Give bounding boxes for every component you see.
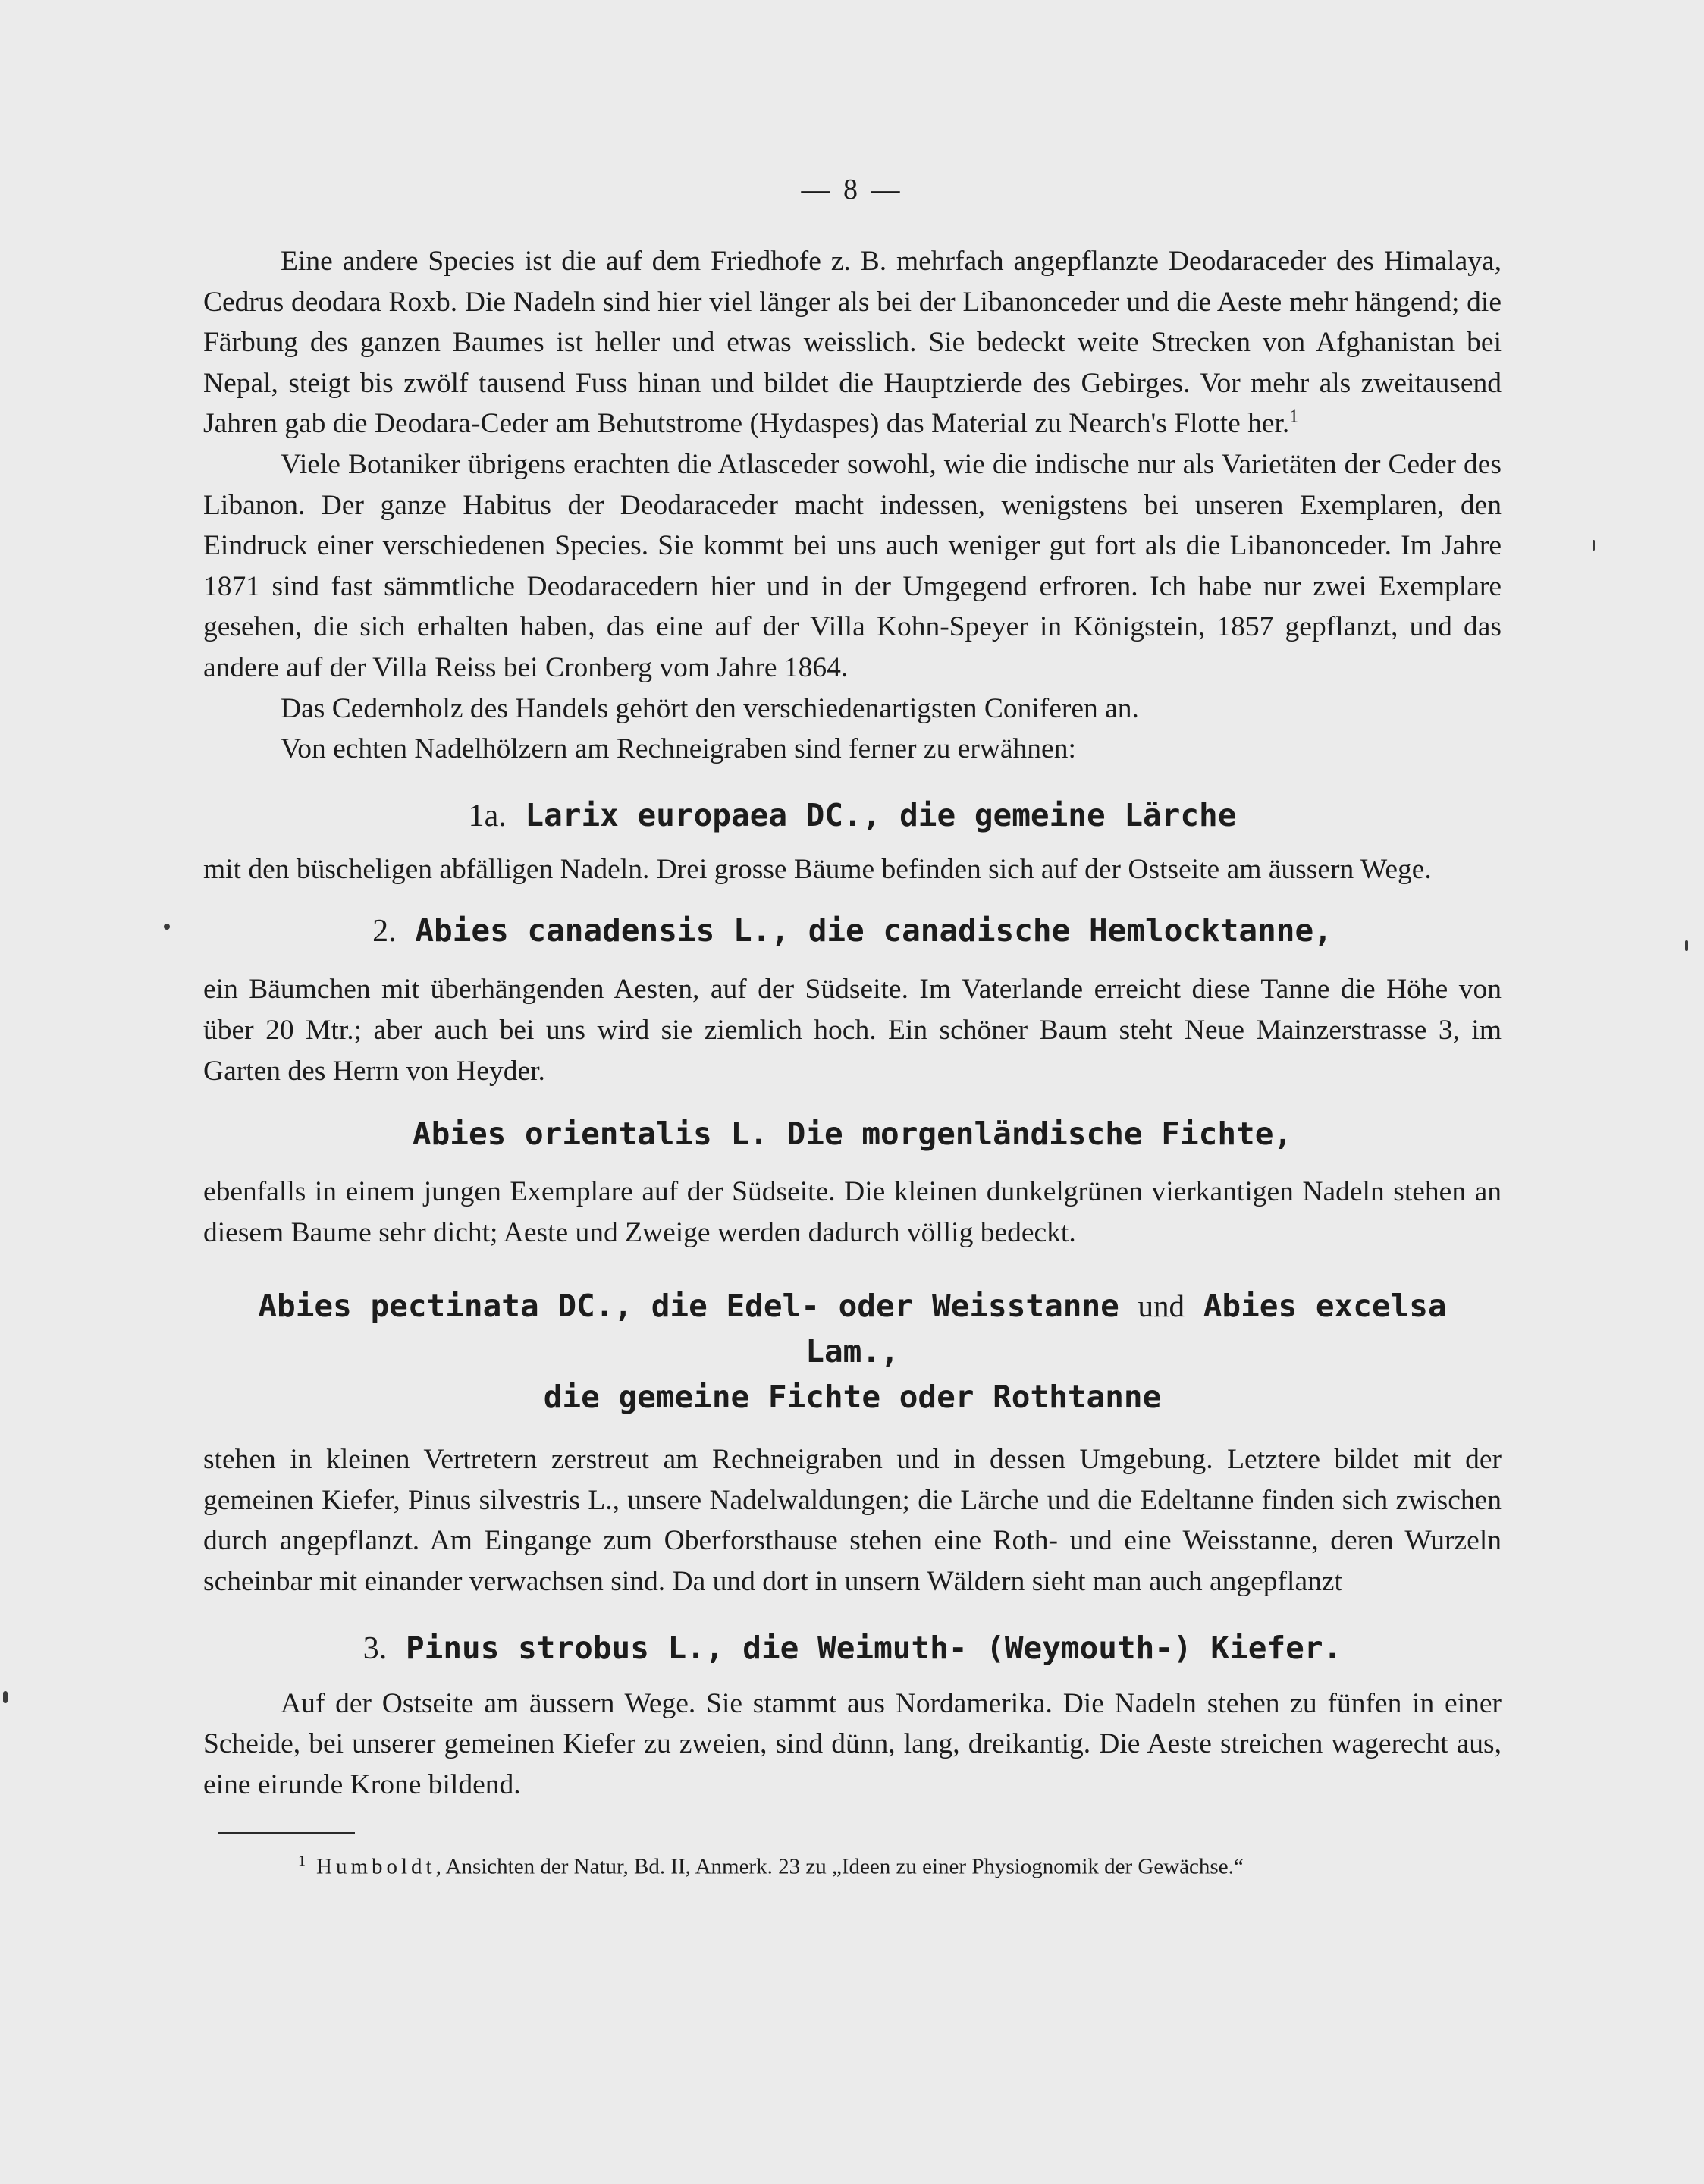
paragraph-nadelhoelzer: Von echten Nadelhölzern am Rechneigraben sind ferner zu erwähnen:	[281, 733, 1076, 765]
paragraph-larix: mit den büscheligen abfälligen Nadeln. Drei grosse Bäume befinden sich auf der Ostseite am äussern Wege.	[203, 853, 1432, 885]
heading-pinus-strobus	[203, 1625, 1502, 1671]
paragraph-deodara	[203, 241, 1502, 444]
paragraph-abies-pectinata: stehen in kleinen Vertretern zerstreut am Rechneigraben und in dessen Umgebung. Letztere bildet mit der gemeinen Kiefer, Pinus silvestris L., unsere Nadelwaldungen; die Lärche und die Edeltanne finden sich zwischen durch angepflanzt. Am Eingange zum Oberforsthause stehen eine Roth- und eine Weisstanne, deren Wurzeln scheinbar mit einander verwachsen sind. Da und dort in unsern Wäldern sieht man auch angepflanzt	[203, 1444, 1502, 1598]
page-number: — 8 —	[801, 174, 903, 206]
heading-abies-pectinata	[203, 1283, 1502, 1374]
paragraph-deodara-text: Eine andere Species ist die auf dem Friedhofe z. B. mehrfach angepflanzte Deodaraceder des Himalaya, Cedrus deodara Roxb. Die Nadeln sind hier viel länger als bei der Libanonceder und die Aeste mehr hängend; die Färbung des ganzen Baumes ist heller und etwas weisslich. Sie bedeckt weite Strecken von Afghanistan bei Nepal, steigt bis zwölf tausend Fuss hinan und bildet die Hauptzierde des Gebirges. Vor mehr als zweitausend Jahren gab die Deodara-Ceder am Behutstrome (Hydaspes) das Material zu Nearch's Flotte her.	[203, 246, 1502, 440]
footnote-mark: 1	[298, 1853, 306, 1870]
paragraph-botaniker: Viele Botaniker übrigens erachten die Atlasceder sowohl, wie die indische nur als Varietäten der Ceder des Libanon. Der ganze Habitus der Deodaraceder macht indessen, wenigstens bei unseren Exemplaren, den Eindruck einer verschiedenen Species. Sie kommt bei uns auch weniger gut fort als die Libanonceder. Im Jahre 1871 sind fast sämmtliche Deodaracedern hier und in der Umgegend erfroren. Ich habe nur zwei Exemplare gesehen, die sich erhalten haben, das eine auf der Villa Kohn-Speyer in Königstein, 1857 gepflanzt, und das andere auf der Villa Reiss bei Cronberg vom Jahre 1864.	[203, 448, 1502, 683]
page-body	[203, 241, 1502, 1882]
scan-speck	[3, 1691, 8, 1703]
scan-speck	[1685, 940, 1688, 951]
heading-abies-canadensis	[203, 908, 1502, 954]
heading-abies-pectinata-line2: die gemeine Fichte oder Rothtanne	[543, 1379, 1162, 1416]
scan-speck	[164, 924, 170, 930]
heading-abies-pectinata-part2: Abies excelsa Lam.,	[805, 1288, 1447, 1370]
heading-pinus-strobus-title: Pinus strobus L., die Weimuth- (Weymouth-) Kiefer.	[405, 1629, 1342, 1666]
footnote-author: Humboldt	[316, 1855, 436, 1880]
heading-larix-number: 1a.	[468, 798, 507, 833]
paragraph-cedernholz: Das Cedernholz des Handels gehört den verschiedenartigsten Coniferen an.	[281, 692, 1139, 724]
paragraph-abies-orientalis: ebenfalls in einem jungen Exemplare auf der Südseite. Die kleinen dunkelgrünen vierkantigen Nadeln stehen an diesem Baume sehr dicht; Aeste und Zweige werden dadurch völlig bedeckt.	[203, 1176, 1502, 1248]
heading-abies-canadensis-number: 2.	[372, 914, 397, 949]
paragraph-abies-canadensis: ein Bäumchen mit überhängenden Aesten, auf der Südseite. Im Vaterlande erreicht diese Tanne die Höhe von über 20 Mtr.; aber auch bei uns wird sie ziemlich hoch. Ein schöner Baum steht Neue Mainzerstrasse 3, im Garten des Herrn von Heyder.	[203, 974, 1502, 1087]
heading-larix-title: Larix europaea DC., die gemeine Lärche	[525, 796, 1237, 833]
footnote-reference: 1	[1289, 406, 1299, 427]
heading-larix	[203, 792, 1502, 839]
footnote	[203, 1846, 1502, 1882]
heading-abies-pectinata-part1: Abies pectinata DC., die Edel- oder Weisstanne	[258, 1288, 1119, 1325]
heading-abies-pectinata-und: und	[1138, 1288, 1185, 1324]
paragraph-pinus-strobus: Auf der Ostseite am äussern Wege. Sie stammt aus Nordamerika. Die Nadeln stehen zu fünfen in einer Scheide, bei unserer gemeinen Kiefer zu zweien, sind dünn, lang, dreikantig. Die Aeste streichen wagerecht aus, eine eirunde Krone bildend.	[203, 1687, 1502, 1800]
heading-abies-canadensis-title: Abies canadensis L., die canadische Hemlocktanne,	[415, 912, 1332, 949]
scan-speck	[1593, 540, 1595, 551]
heading-pinus-strobus-number: 3.	[362, 1630, 388, 1666]
footnote-text: , Ansichten der Natur, Bd. II, Anmerk. 23 zu „Ideen zu einer Physiognomik der Gewächse.“	[435, 1855, 1244, 1880]
heading-abies-orientalis: Abies orientalis L. Die morgenländische Fichte,	[412, 1116, 1293, 1153]
